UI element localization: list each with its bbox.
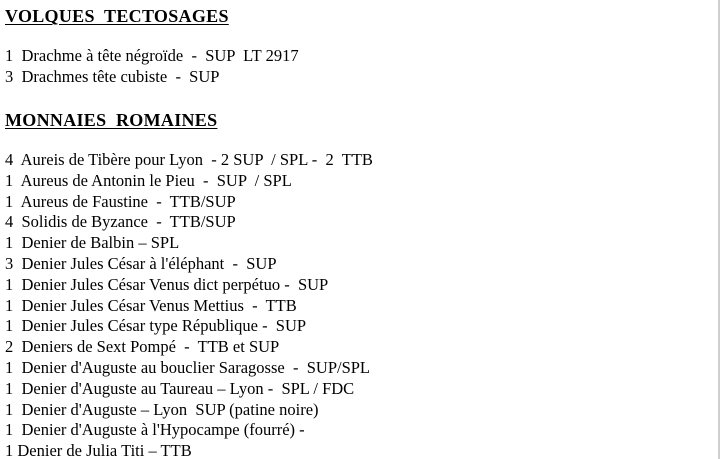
- list-item: 1 Denier d'Auguste au bouclier Saragosse - SUP/SPL: [5, 357, 371, 377]
- list-item: 1 Denier Jules César type République - SUP: [5, 316, 307, 336]
- list-item: 1 Denier Jules César Venus Mettius - TTB: [5, 295, 297, 315]
- list-item: 4 Solidis de Byzance - TTB/SUP: [5, 212, 236, 232]
- coin-list-volques: [5, 46, 299, 88]
- list-item: 1 Denier d'Auguste – Lyon SUP (patine noire): [5, 399, 319, 419]
- list-item: 1 Denier d'Auguste au Taureau – Lyon - SPL / FDC: [5, 378, 355, 398]
- section-heading-monnaies-romaines: MONNAIES ROMAINES: [5, 110, 218, 130]
- list-item: 1 Drachme à tête négroïde - SUP LT 2917: [5, 46, 299, 65]
- list-item: 3 Denier Jules César à l'éléphant - SUP: [5, 253, 277, 273]
- list-item: 1 Denier de Balbin – SPL: [5, 233, 180, 253]
- list-item: 1 Denier de Julia Titi – TTB: [5, 441, 192, 459]
- list-item: 1 Aureus de Faustine - TTB/SUP: [5, 191, 236, 211]
- coin-list-romaines: [5, 150, 373, 459]
- section-heading-volques-tectosages: VOLQUES TECTOSAGES: [5, 6, 229, 26]
- list-item: 3 Drachmes tête cubiste - SUP: [5, 66, 220, 86]
- list-item: 1 Aureus de Antonin le Pieu - SUP / SPL: [5, 170, 292, 190]
- list-item: 2 Deniers de Sext Pompé - TTB et SUP: [5, 337, 280, 357]
- list-item: 4 Aureis de Tibère pour Lyon - 2 SUP / SPL - 2 TTB: [5, 150, 373, 169]
- list-item: 1 Denier Jules César Venus dict perpétuo - SUP: [5, 274, 329, 294]
- list-item: 1 Denier d'Auguste à l'Hypocampe (fourré) -: [5, 420, 305, 440]
